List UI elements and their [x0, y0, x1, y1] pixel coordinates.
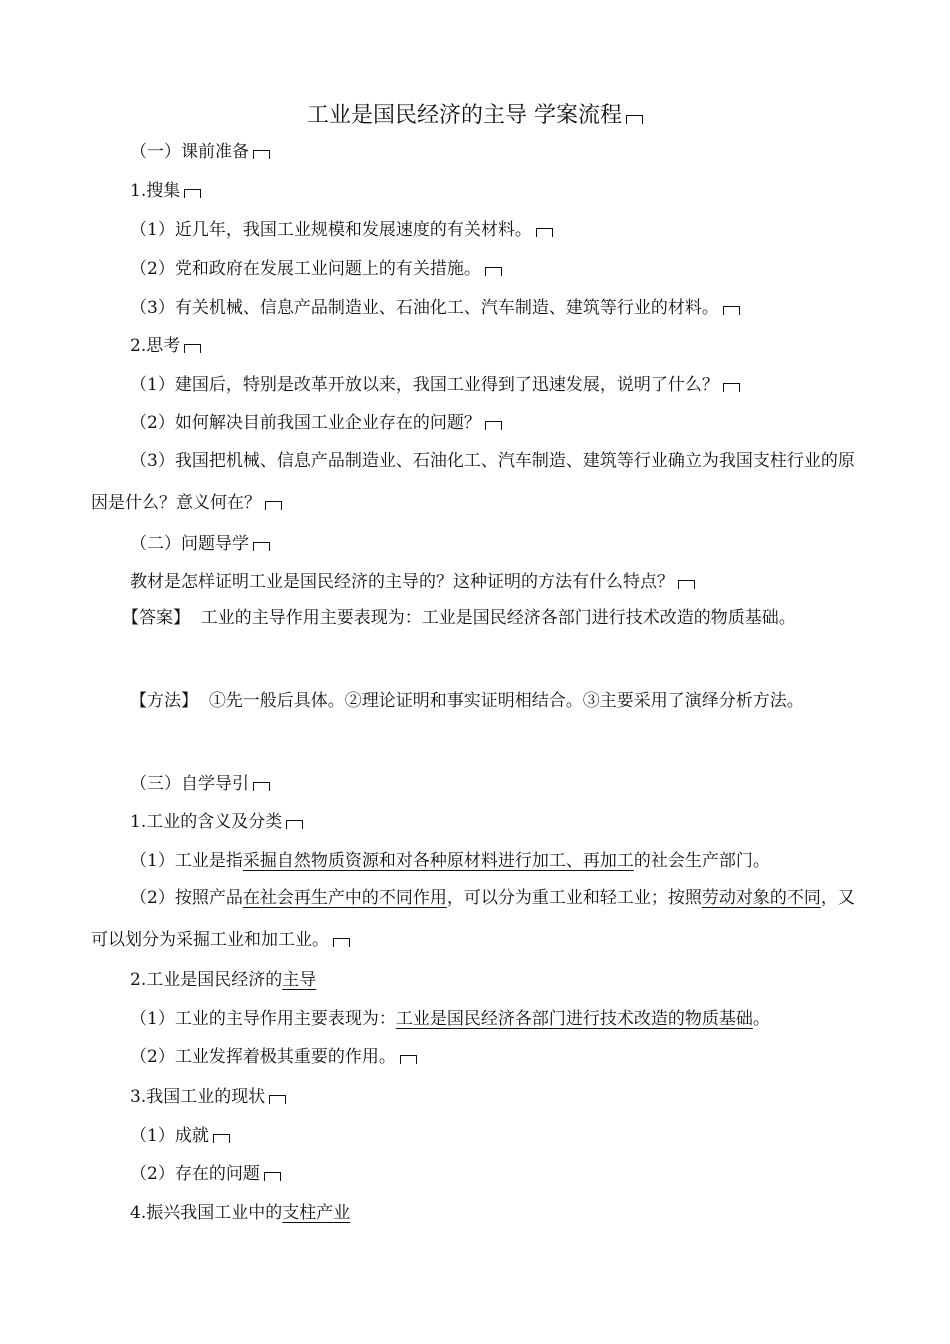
text-segment: （2）按照产品	[130, 888, 243, 908]
collect-item-1	[130, 218, 553, 242]
point-1-item-1	[130, 849, 770, 873]
point-2-item-1	[130, 1007, 770, 1031]
underlined-blank: 采掘自然物质资源和对各种原材料进行加工、再加工	[242, 851, 634, 871]
item-text: （1）建国后，特别是改革开放以来，我国工业得到了迅速发展，说明了什么？	[130, 375, 719, 395]
answer-label: 【答案】	[122, 608, 190, 628]
point-text: 1.工业的含义及分类	[130, 812, 283, 832]
paragraph-mark-icon	[253, 542, 270, 551]
text-segment: 2.工业是国民经济的	[130, 970, 283, 990]
paragraph-mark-icon	[400, 1055, 417, 1064]
item-text: （2）党和政府在发展工业问题上的有关措施。	[130, 259, 481, 279]
paragraph-mark-icon	[485, 267, 502, 276]
section-heading-selfstudy	[130, 772, 270, 796]
think-item-1	[130, 373, 740, 397]
heading-text: （一）课前准备	[130, 142, 249, 162]
item-text: （2）如何解决目前我国工业企业存在的问题？	[130, 413, 481, 433]
question-text: 教材是怎样证明工业是国民经济的主导的？这种证明的方法有什么特点？	[130, 572, 674, 592]
item-text: （1）近几年，我国工业规模和发展速度的有关材料。	[130, 220, 532, 240]
subheading-think	[130, 334, 201, 358]
paragraph-mark-icon	[253, 150, 270, 159]
paragraph-mark-icon	[213, 1134, 230, 1143]
paragraph-mark-icon	[333, 938, 350, 947]
text-segment: ，又可以划分为采掘工业和加工业。	[91, 888, 855, 950]
paragraph-mark-icon	[184, 189, 201, 198]
item-text: （1）成就	[130, 1126, 209, 1146]
page-title	[0, 98, 950, 129]
paragraph-mark-icon	[678, 580, 695, 589]
underlined-blank: 支柱产业	[282, 1203, 351, 1223]
paragraph-mark-icon	[723, 383, 740, 392]
answer-paragraph	[91, 597, 861, 639]
item-text: （3）我国把机械、信息产品制造业、石油化工、汽车制造、建筑等行业确立为我国支柱行业的原因是什么？意义何在？	[91, 451, 855, 513]
collect-item-2	[130, 257, 502, 281]
section-heading-guide	[130, 532, 270, 556]
paragraph-mark-icon	[264, 1172, 281, 1181]
think-item-3	[91, 440, 861, 524]
text-segment: 4.振兴我国工业中的	[130, 1203, 283, 1223]
item-text: （2）工业发挥着极其重要的作用。	[130, 1047, 396, 1067]
item-text: （2）存在的问题	[130, 1164, 260, 1184]
subheading-text: 2.思考	[130, 336, 181, 356]
paragraph-mark-icon	[269, 1095, 286, 1104]
paragraph-mark-icon	[265, 501, 282, 510]
point-2-heading	[130, 968, 316, 992]
underlined-blank: 主导	[282, 970, 317, 990]
underlined-blank: 在社会再生产中的不同作用	[242, 888, 447, 908]
point-2-item-2	[130, 1045, 417, 1069]
method-label: 【方法】	[130, 691, 198, 711]
heading-text: （三）自学导引	[130, 774, 249, 794]
subheading-collect	[130, 179, 201, 203]
collect-item-3	[130, 296, 740, 320]
paragraph-mark-icon	[485, 421, 502, 430]
method-text: ①先一般后具体。②理论证明和事实证明相结合。③主要采用了演绎分析方法。	[208, 691, 804, 711]
paragraph-mark-icon	[184, 344, 201, 353]
point-text: 3.我国工业的现状	[130, 1087, 266, 1107]
paragraph-mark-icon	[286, 820, 303, 829]
subheading-text: 1.搜集	[130, 181, 181, 201]
paragraph-mark-icon	[253, 782, 270, 791]
underlined-blank: 工业是国民经济各部门进行技术改造的物质基础	[395, 1009, 753, 1029]
paragraph-mark-icon	[536, 228, 553, 237]
method-paragraph	[91, 680, 861, 722]
section-heading-prep	[130, 140, 270, 164]
underlined-blank: 劳动对象的不同	[701, 888, 821, 908]
think-item-2	[130, 411, 502, 435]
title-text: 工业是国民经济的主导 学案流程	[307, 103, 622, 128]
text-segment: （1）工业的主导作用主要表现为：	[130, 1009, 396, 1029]
text-segment: （1）工业是指	[130, 851, 243, 871]
paragraph-mark-icon	[723, 306, 740, 315]
guide-question	[130, 570, 695, 594]
point-1-heading	[130, 810, 303, 834]
heading-text: （二）问题导学	[130, 534, 249, 554]
answer-text: 工业的主导作用主要表现为：工业是国民经济各部门进行技术改造的物质基础。	[200, 608, 796, 628]
paragraph-mark-icon	[626, 115, 643, 124]
item-text: （3）有关机械、信息产品制造业、石油化工、汽车制造、建筑等行业的材料。	[130, 298, 719, 318]
point-4-heading	[130, 1201, 350, 1225]
point-3-heading	[130, 1085, 286, 1109]
text-segment: 。	[752, 1009, 770, 1029]
point-1-item-2	[91, 877, 861, 961]
point-3-item-1	[130, 1124, 230, 1148]
text-segment: 的社会生产部门。	[633, 851, 770, 871]
text-segment: ，可以分为重工业和轻工业；按照	[446, 888, 702, 908]
point-3-item-2	[130, 1162, 281, 1186]
